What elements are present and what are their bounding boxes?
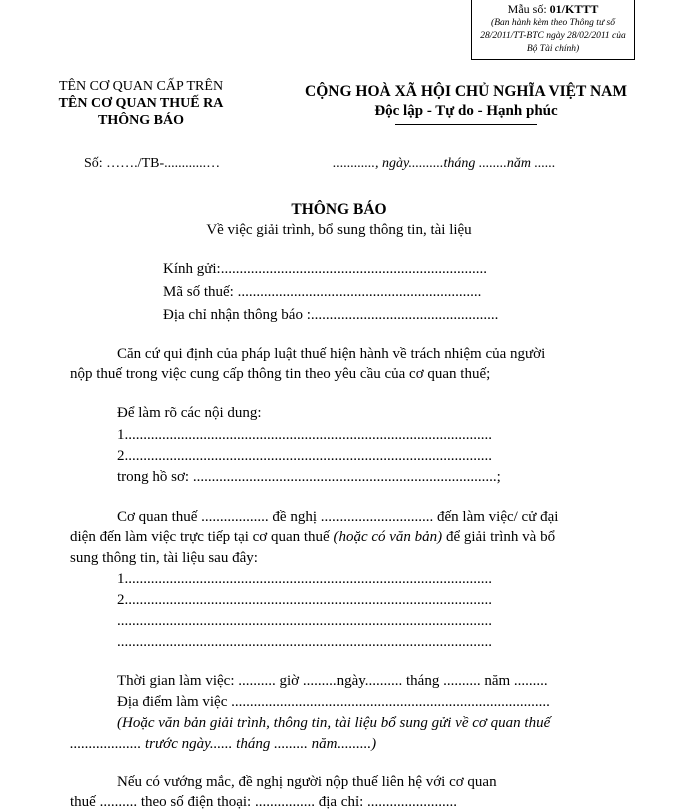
issuing-agency-line2: THÔNG BÁO [98, 113, 184, 128]
request-line2: diện đến làm việc trực tiếp tại cơ quan thuế (hoặc có văn bản) để giải trình và bổ [70, 529, 556, 545]
motto-underline [395, 124, 537, 125]
document-subtitle: Về việc giải trình, bổ sung thông tin, tài liệu [206, 222, 472, 238]
doc-item-1: 1.................................................................................................. [117, 571, 492, 587]
recipient-to: Kính gửi:....................................................................... [163, 261, 487, 277]
form-number-box [471, 0, 635, 60]
clarify-heading: Để làm rõ các nội dung: [117, 405, 262, 421]
issuing-agency-line1: TÊN CƠ QUAN THUẾ RA [58, 96, 224, 111]
superior-agency: TÊN CƠ QUAN CẤP TRÊN [58, 79, 224, 94]
work-place: Địa điểm làm việc ..................................................................................... [117, 694, 550, 710]
form-code: Mẫu số: 01/KTTT [507, 2, 599, 16]
work-time: Thời gian làm việc: .......... giờ .........ngày.......... tháng .......... năm ......... [117, 673, 548, 689]
document-title: THÔNG BÁO [291, 201, 387, 218]
national-motto: Độc lập - Tự do - Hạnh phúc [374, 103, 558, 119]
form-code-note: (Ban hành kèm theo Thông tư số 28/2011/TT-BTC ngày 28/02/2011 của Bộ Tài chính) [480, 18, 626, 54]
basis-line2: nộp thuế trong việc cung cấp thông tin theo yêu cầu của cơ quan thuế; [70, 366, 491, 382]
recipient-address: Địa chỉ nhận thông báo :.................................................. [163, 307, 499, 323]
alternative-line2: ................... trước ngày...... tháng ......... năm.........) [70, 736, 377, 752]
contact-line1: Nếu có vướng mắc, đề nghị người nộp thuế liên hệ với cơ quan [117, 774, 497, 790]
document-number: Số: ……./TB-............… [84, 156, 221, 171]
clarify-item-2: 2.................................................................................................. [117, 448, 492, 464]
request-line1: Cơ quan thuế .................. đề nghị .............................. đến làm việc/ cử đại [117, 509, 559, 525]
basis-line1: Căn cứ qui định của pháp luật thuế hiện hành về trách nhiệm của người [117, 346, 546, 362]
recipient-tax-code: Mã số thuế: ................................................................. [163, 284, 482, 300]
country-name: CỘNG HOÀ XÃ HỘI CHỦ NGHĨA VIỆT NAM [305, 83, 627, 100]
doc-item-4: .................................................................................................... [117, 634, 492, 650]
clarify-in-file: trong hồ sơ: .................................................................................; [117, 469, 501, 485]
clarify-item-1: 1.................................................................................................. [117, 427, 492, 443]
alternative-line1: (Hoặc văn bản giải trình, thông tin, tài liệu bổ sung gửi về cơ quan thuế [117, 715, 551, 731]
date-line: ............, ngày..........tháng ........năm ...... [333, 156, 556, 171]
doc-item-2: 2.................................................................................................. [117, 592, 492, 608]
request-line3: sung thông tin, tài liệu sau đây: [70, 550, 258, 566]
doc-item-3: .................................................................................................... [117, 613, 492, 629]
contact-line2: thuế .......... theo số điện thoại: ................ địa chỉ: ........................ [70, 794, 458, 810]
